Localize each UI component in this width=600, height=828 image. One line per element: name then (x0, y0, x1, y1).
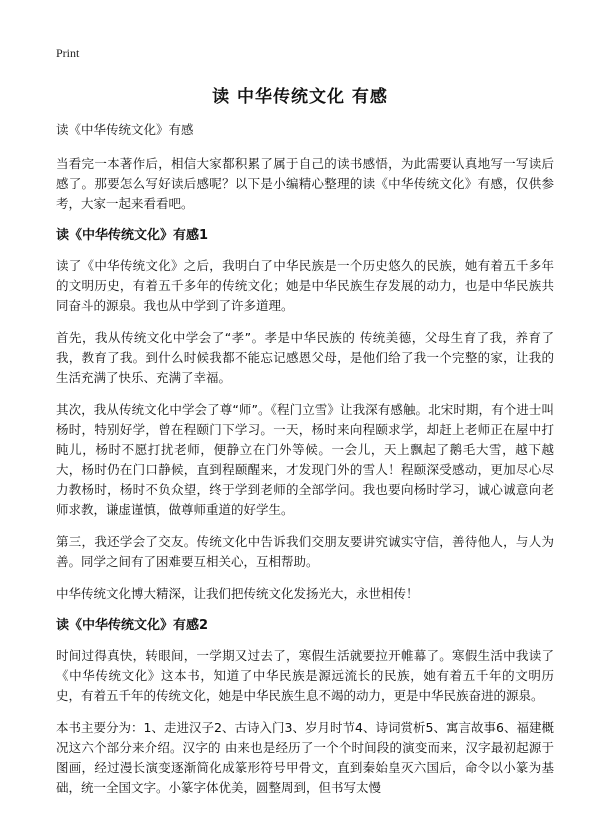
section-1-paragraph-5: 中华传统文化博大精深，让我们把传统文化发扬光大，永世相传！ (56, 586, 419, 601)
print-link[interactable]: Print (56, 46, 80, 60)
section-2-paragraph-2: 本书主要分为：1、走进汉子2、古诗入门3、岁月时节4、诗词赏析5、寓言故事6、福建概况这六个部分来介绍。汉字的 由来也是经历了一个个时间段的演变而来，汉字最初起源于图画，经过漫长演变逐渐简化成篆形符号甲骨文，直到秦始皇灭六国后，命令以小篆为基础，统一全国文字。小篆字体优美，圆整周到，但书写太慢 (56, 720, 554, 795)
section-1-paragraph-3: 其次，我从传统文化中学会了尊“师”。《程门立雪》让我深有感触。北宋时期，有个进士叫杨时，特别好学，曾在程颐门下学习。一天，杨时来向程颐求学，却赶上老师正在屋中打盹儿，杨时不愿打扰老师，便静立在门外等候。一会儿，天上飘起了鹅毛大雪，越下越大，杨时仍在门口静候，直到程颐醒来，才发现门外的雪人！程颐深受感动，更加尽心尽力教杨时，杨时不负众望，终于学到老师的全部学问。我也要向杨时学习，诚心诚意向老师求教，谦虚谨慎，做尊师重道的好学生。 (56, 402, 554, 517)
section-2-heading: 读《中华传统文化》有感2 (56, 618, 209, 633)
section-1-heading: 读《中华传统文化》有感1 (56, 228, 209, 243)
page-title: 读 中华传统文化 有感 (212, 87, 388, 107)
section-2-paragraph-1: 时间过得真快，转眼间，一学期又过去了，寒假生活就要拉开帷幕了。寒假生活中我读了《中华传统文化》这本书，知道了中华民族是源远流长的民族，她有着五千年的文明历史，有着五千年的传统文化，她是中华民族生息不竭的动力，更是中华民族奋进的源泉。 (56, 648, 554, 703)
section-1-paragraph-1: 读了《中华传统文化》之后，我明白了中华民族是一个历史悠久的民族，她有着五千多年的文明历史，有着五千多年的传统文化；她是中华民族生存发展的动力，也是中华民族共同奋斗的源泉。我也从中学到了许多道理。 (56, 258, 554, 313)
section-1-paragraph-2: 首先，我从传统文化中学会了“孝”。孝是中华民族的 传统美德，父母生育了我，养育了我，教育了我。到什么时候我都不能忘记感恩父母，是他们给了我一个完整的家，让我的生活充满了快乐、充满了幸福。 (56, 330, 554, 385)
article-subtitle: 读《中华传统文化》有感 (56, 122, 194, 137)
section-1-paragraph-4: 第三，我还学会了交友。传统文化中告诉我们交朋友要讲究诚实守信，善待他人，与人为善。同学之间有了困难要互相关心，互相帮助。 (56, 534, 554, 569)
intro-paragraph: 当看完一本著作后，相信大家都积累了属于自己的读书感悟，为此需要认真地写一写读后感了。那要怎么写好读后感呢？以下是小编精心整理的读《中华传统文化》有感，仅供参考，大家一起来看看吧。 (56, 156, 554, 211)
article-body (56, 120, 554, 810)
